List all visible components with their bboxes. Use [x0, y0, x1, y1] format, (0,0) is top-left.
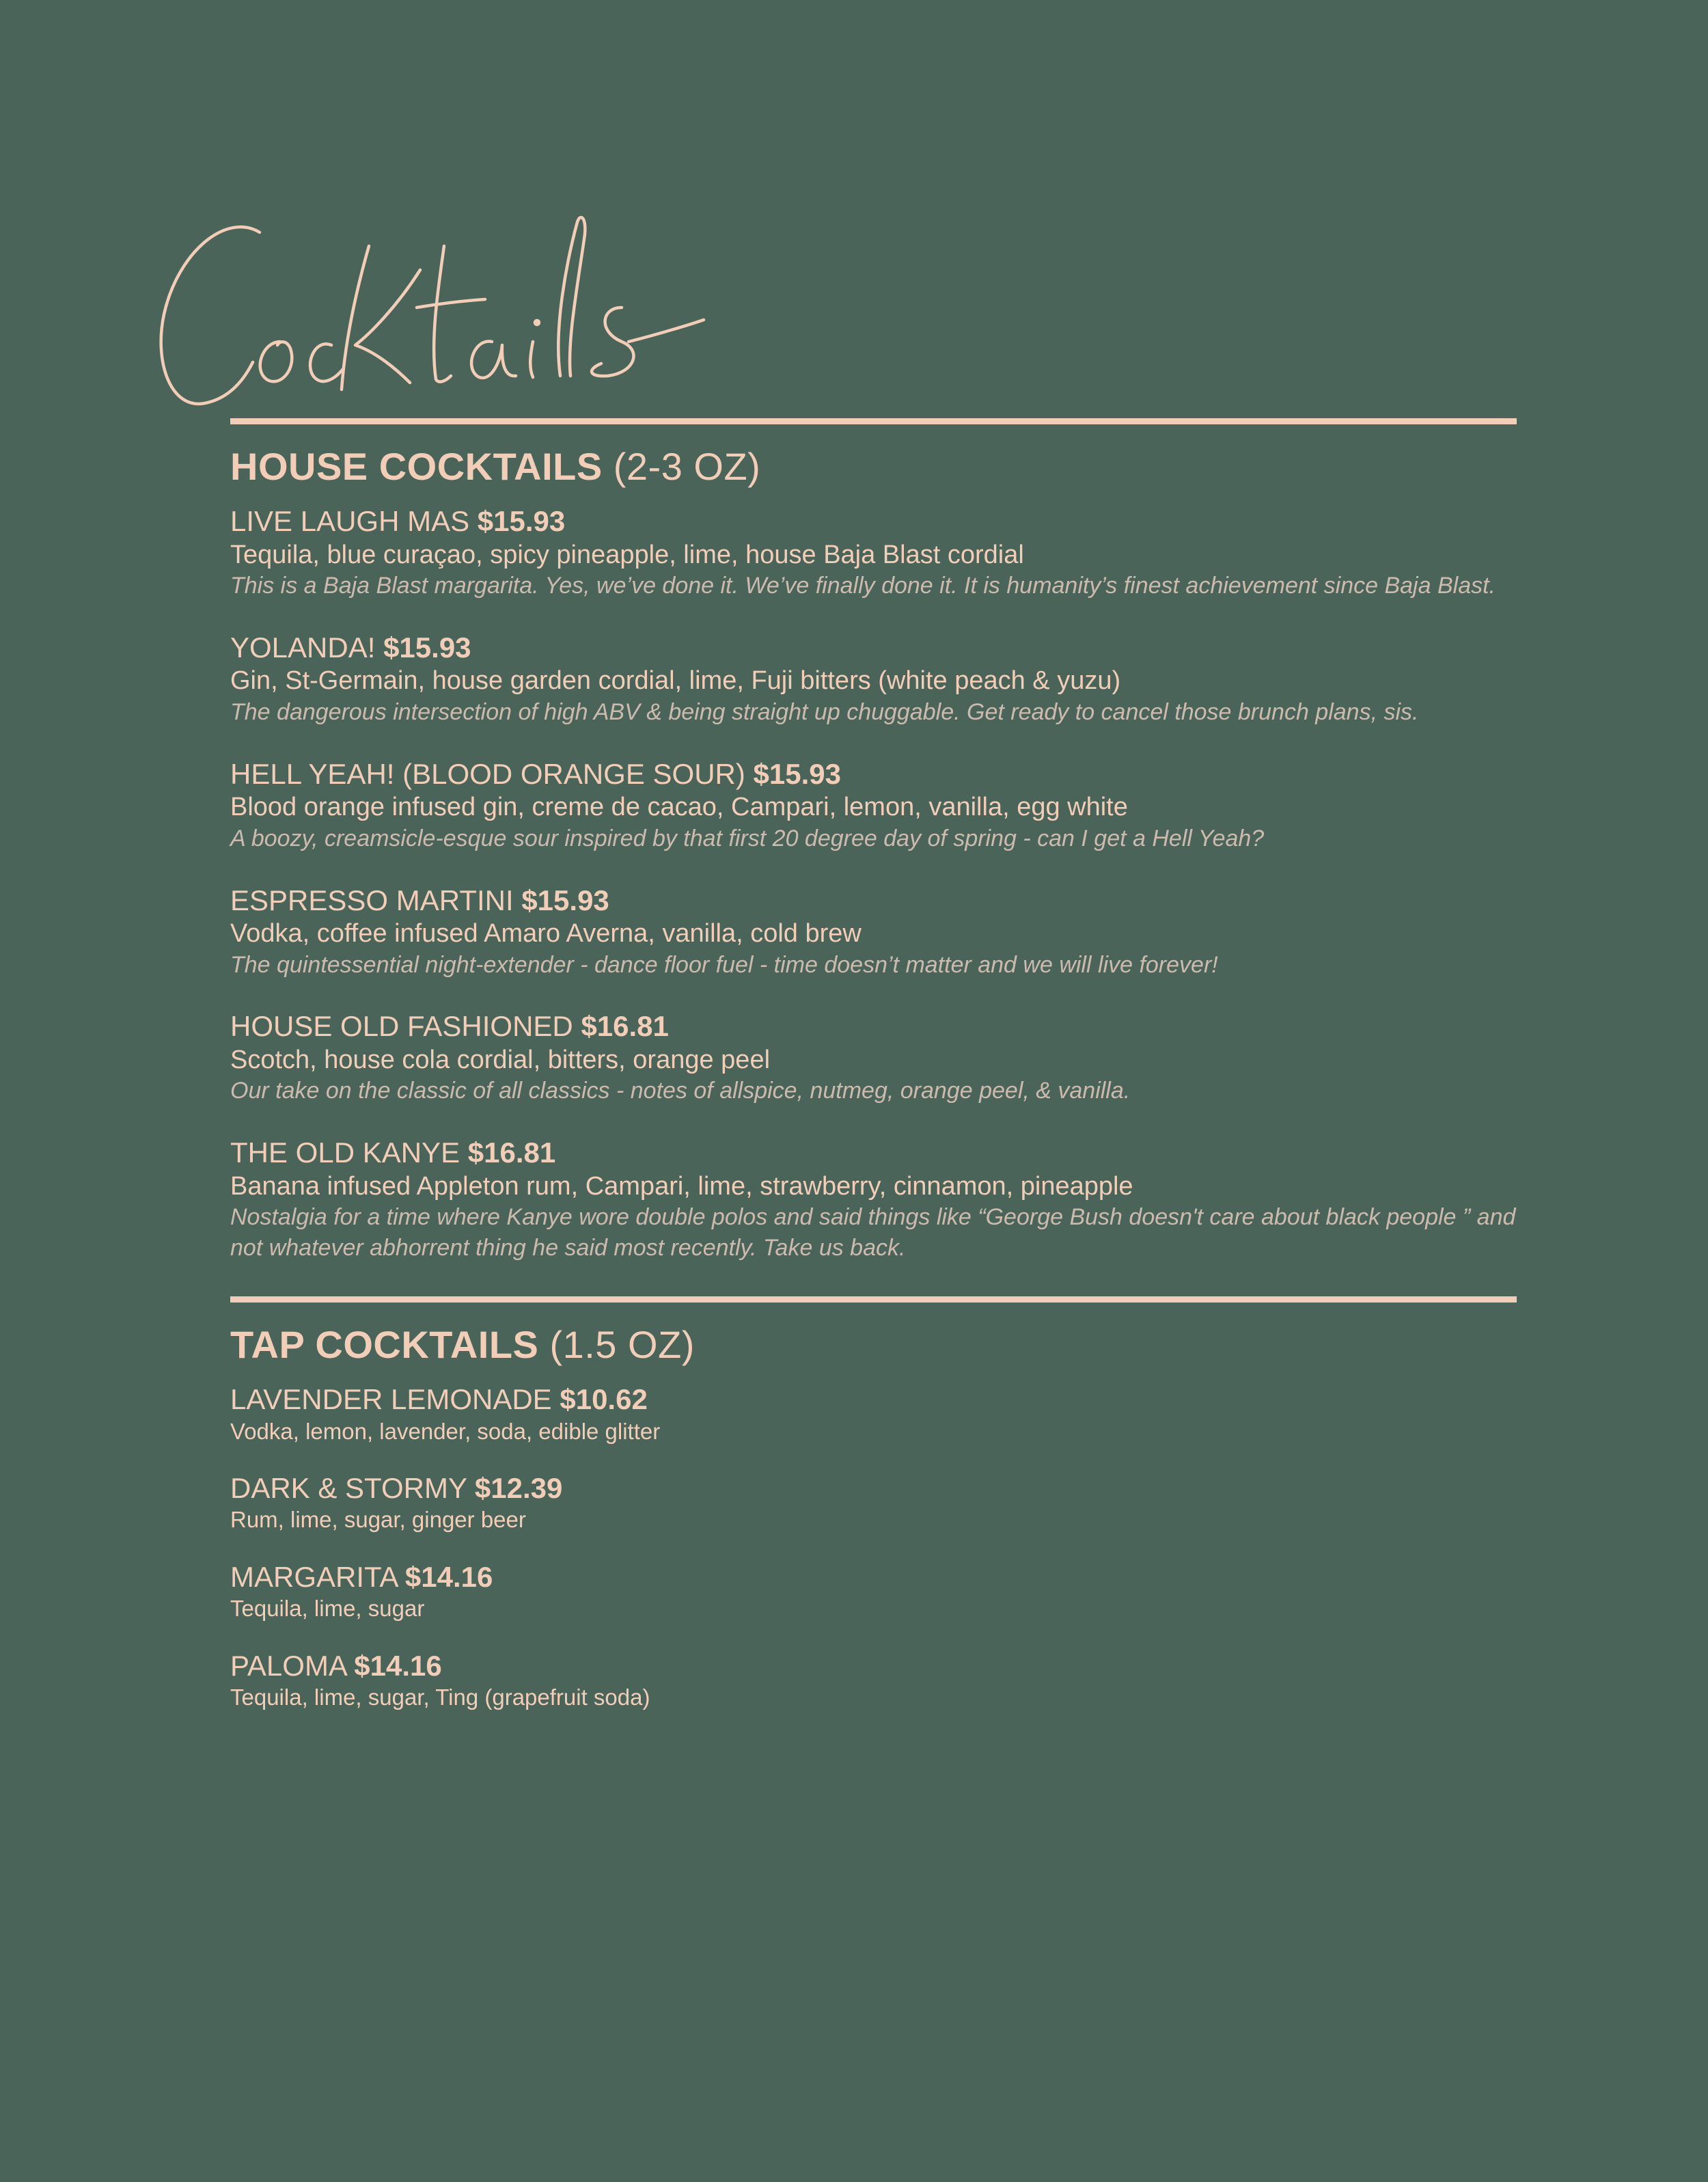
menu-item-name: PALOMA [230, 1649, 346, 1682]
menu-item-description: This is a Baja Blast margarita. Yes, we’ve done it. We’ve finally done it. It is humanity’s finest achievement since Baja Blast. [230, 573, 1496, 599]
menu-item-description: The dangerous intersection of high ABV & being straight up chuggable. Get ready to cancel those brunch plans, sis. [230, 699, 1419, 726]
menu-item-price: $15.93 [753, 757, 841, 790]
menu-item-ingredients: Vodka, lemon, lavender, soda, edible glitter [230, 1418, 661, 1444]
section-divider [230, 1296, 1517, 1303]
menu-item-name: HELL YEAH! (BLOOD ORANGE SOUR) [230, 757, 745, 790]
menu-item-name: LAVENDER LEMONADE [230, 1383, 552, 1416]
menu-item-list [230, 1383, 1517, 1711]
menu-item-ingredients: Rum, lime, sugar, ginger beer [230, 1507, 526, 1533]
menu-item-name: ESPRESSO MARTINI [230, 884, 514, 916]
menu-item-price: $14.16 [404, 1561, 493, 1594]
menu-item-title [230, 631, 1517, 664]
menu-item-title [230, 1561, 1517, 1594]
menu-item-price: $15.93 [521, 884, 609, 916]
menu-item-ingredients: Banana infused Appleton rum, Campari, lime, strawberry, cinnamon, pineapple [230, 1171, 1133, 1201]
menu-item-ingredients: Blood orange infused gin, creme de cacao, Campari, lemon, vanilla, egg white [230, 793, 1128, 822]
section-title: TAP COCKTAILS [230, 1322, 539, 1366]
menu-item-description: The quintessential night-extender - dance floor fuel - time doesn’t matter and we will live forever! [230, 951, 1218, 978]
menu-item-ingredients: Gin, St-Germain, house garden cordial, lime, Fuji bitters (white peach & yuzu) [230, 666, 1121, 696]
menu-item-title [230, 1383, 1517, 1416]
menu-item-description: A boozy, creamsicle-esque sour inspired by that first 20 degree day of spring - can I get a Hell Yeah? [230, 825, 1265, 851]
menu-item [230, 1136, 1517, 1264]
menu-item-title [230, 758, 1517, 791]
menu-item-list [230, 505, 1517, 1263]
menu-item-name: HOUSE OLD FASHIONED [230, 1010, 573, 1043]
menu-item [230, 1383, 1517, 1445]
menu-item-price: $16.81 [581, 1010, 669, 1043]
menu-item [230, 505, 1517, 601]
menu-item-ingredients: Tequila, lime, sugar [230, 1596, 425, 1622]
menu-item-name: THE OLD KANYE [230, 1136, 460, 1169]
menu-item [230, 758, 1517, 854]
cocktails-script-wordmark [150, 205, 717, 424]
menu-item-price: $15.93 [383, 631, 471, 664]
menu-item-description: Our take on the classic of all classics - notes of allspice, nutmeg, orange peel, & vanilla. [230, 1078, 1131, 1104]
menu-item-title [230, 505, 1517, 538]
page-title-script [150, 205, 717, 424]
menu-item-price: $10.62 [560, 1383, 648, 1416]
menu-item-ingredients: Tequila, blue curaçao, spicy pineapple, lime, house Baja Blast cordial [230, 540, 1024, 569]
house-cocktails-section [230, 418, 1517, 1264]
menu-item [230, 884, 1517, 981]
menu-item [230, 1561, 1517, 1622]
menu-item-name: MARGARITA [230, 1561, 398, 1594]
section-heading [230, 1323, 1517, 1367]
menu-item-title [230, 1010, 1517, 1043]
menu-item-ingredients: Vodka, coffee infused Amaro Averna, vanilla, cold brew [230, 918, 862, 948]
section-serving-size: (2-3 OZ) [613, 445, 761, 488]
menu-content [230, 418, 1517, 1738]
menu-item [230, 1472, 1517, 1533]
menu-item-ingredients: Tequila, lime, sugar, Ting (grapefruit soda) [230, 1685, 650, 1710]
menu-item-title [230, 1136, 1517, 1169]
section-title: HOUSE COCKTAILS [230, 445, 603, 488]
menu-item-title [230, 884, 1517, 917]
menu-item-name: YOLANDA! [230, 631, 376, 664]
menu-item [230, 631, 1517, 728]
section-divider [230, 418, 1517, 424]
section-serving-size: (1.5 OZ) [549, 1322, 695, 1366]
menu-item-price: $12.39 [474, 1472, 563, 1505]
menu-item-name: DARK & STORMY [230, 1472, 467, 1505]
menu-item-title [230, 1472, 1517, 1505]
menu-item [230, 1010, 1517, 1106]
menu-item [230, 1650, 1517, 1711]
tap-cocktails-section [230, 1296, 1517, 1711]
section-heading [230, 445, 1517, 489]
menu-item-price: $15.93 [477, 505, 566, 538]
menu-item-title [230, 1650, 1517, 1682]
menu-item-price: $16.81 [467, 1136, 556, 1169]
menu-item-price: $14.16 [354, 1649, 442, 1682]
menu-item-name: LIVE LAUGH MAS [230, 505, 470, 538]
menu-item-description: Nostalgia for a time where Kanye wore double polos and said things like “George Bush doesn't care about black people ” and not whatever abhorrent thing he said most recently. Take us back. [230, 1204, 1516, 1261]
menu-item-ingredients: Scotch, house cola cordial, bitters, orange peel [230, 1045, 771, 1074]
